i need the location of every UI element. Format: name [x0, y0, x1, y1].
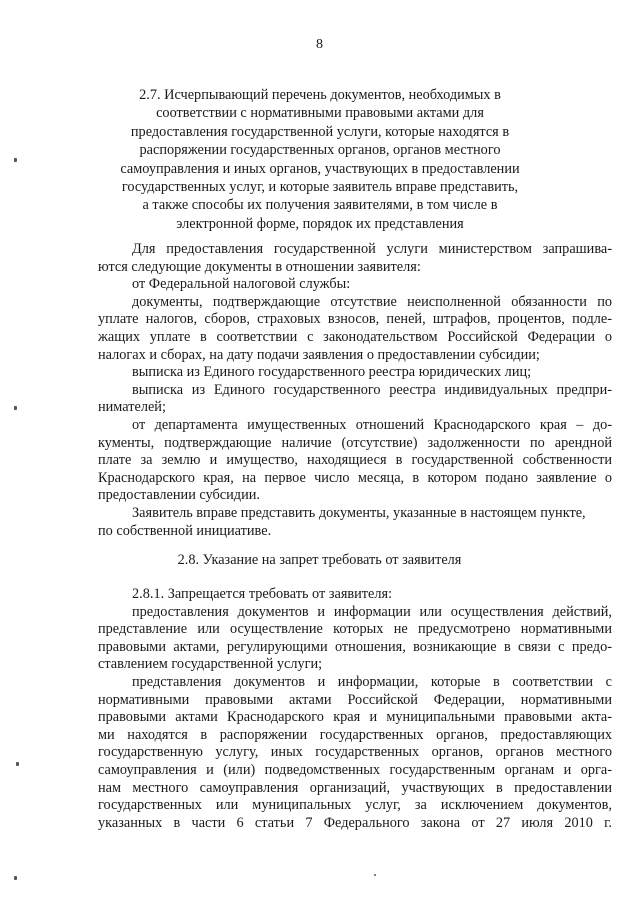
body-line: ми находятся в распоряжении государственных органов, предоставляющих [98, 726, 612, 743]
body-line: самоуправления и (или) подведомственных государственным органам и орга- [98, 761, 612, 778]
body-line: Заявитель вправе представить документы, указанные в настоящем пункте, [132, 504, 586, 521]
body-line: представления документов и информации, которые в соответствии с [132, 673, 612, 690]
body-line: жащих уплате в соответствии с законодательством Российской Федерации о [98, 328, 612, 345]
heading-line: самоуправления и иных органов, участвующих в предоставлении [120, 160, 520, 177]
body-line: выписка из Единого государственного реестра юридических лиц; [132, 364, 532, 381]
body-line: выписка из Единого государственного реестра индивидуальных предпри- [132, 381, 612, 398]
body-line: Для предоставления государственной услуги министерством запрашива- [132, 241, 612, 257]
body-line: от Федеральной налоговой службы: [132, 276, 351, 293]
body-line: Краснодарского края, на первое число месяца, в котором подано заявление о [98, 469, 612, 486]
body-line: указанных в части 6 статьи 7 Федерального закона от 27 июля 2010 г. [98, 814, 612, 831]
heading-line: соответствии с нормативными правовыми актами для [156, 105, 484, 122]
body-line: предоставления документов и информации или осуществления действий, [132, 603, 612, 620]
body-line: кументы, подтверждающие наличие (отсутствие) задолженности по арендной [98, 434, 612, 451]
section-2-7-heading [120, 86, 520, 233]
body-line: нормативными правовыми актами Российской Федерации, нормативными [98, 691, 612, 708]
page-number: 8 [316, 37, 323, 52]
heading-line: а также способы их получения заявителями, в том числе в [142, 197, 498, 214]
body-line: представление или осуществление которых не предусмотрено нормативными [98, 621, 612, 638]
body-line: нам местного самоуправления организаций, участвующих в предоставлении [98, 779, 612, 796]
body-line: правовыми актами, регулирующими отношения, возникающие в связи с предо- [98, 638, 612, 655]
body-line: государственную услугу, иных государственных органов, органов местного [98, 744, 612, 761]
body-line: предоставлении субсидии. [98, 487, 260, 504]
section-2-8-body [98, 586, 612, 832]
body-line: ставлением государственной услуги; [98, 656, 323, 673]
body-line: 2.8.1. Запрещается требовать от заявителя: [132, 586, 393, 602]
heading-line: электронной форме, порядок их представления [176, 215, 464, 232]
section-2-8-heading: 2.8. Указание на запрет требовать от заявителя [177, 552, 462, 568]
body-line: ются следующие документы в отношении заявителя: [98, 258, 421, 275]
heading-line: государственных услуг, и которые заявитель вправе представить, [121, 179, 519, 196]
body-line: правовыми актами Краснодарского края и муниципальными правовыми акта- [98, 709, 612, 726]
body-line: налогах и сборах, на дату подачи заявления о предоставлении субсидии; [98, 346, 540, 363]
body-line: государственных или муниципальных услуг, за исключением документов, [98, 797, 612, 814]
heading-line: предоставления государственной услуги, которые находятся в [130, 123, 510, 140]
section-2-7-body [98, 241, 612, 540]
scan-mark [16, 762, 19, 766]
heading-line: распоряжении государственных органов, органов местного [139, 142, 501, 159]
body-line: от департамента имущественных отношений Краснодарского края – до- [132, 416, 612, 433]
heading-line: 2.7. Исчерпывающий перечень документов, необходимых в [139, 87, 501, 103]
scan-mark [14, 876, 17, 880]
body-line: по собственной инициативе. [98, 522, 272, 539]
body-line: плате за землю и имущество, находящиеся в государственной собственности [98, 452, 612, 469]
body-line: документы, подтверждающие отсутствие неисполненной обязанности по [132, 293, 612, 310]
scan-mark [14, 406, 17, 410]
body-line: нимателей; [98, 399, 166, 416]
scan-mark [374, 874, 376, 876]
scan-mark [14, 158, 17, 162]
body-line: уплате налогов, сборов, страховых взносов, пеней, штрафов, процентов, подле- [98, 311, 612, 328]
